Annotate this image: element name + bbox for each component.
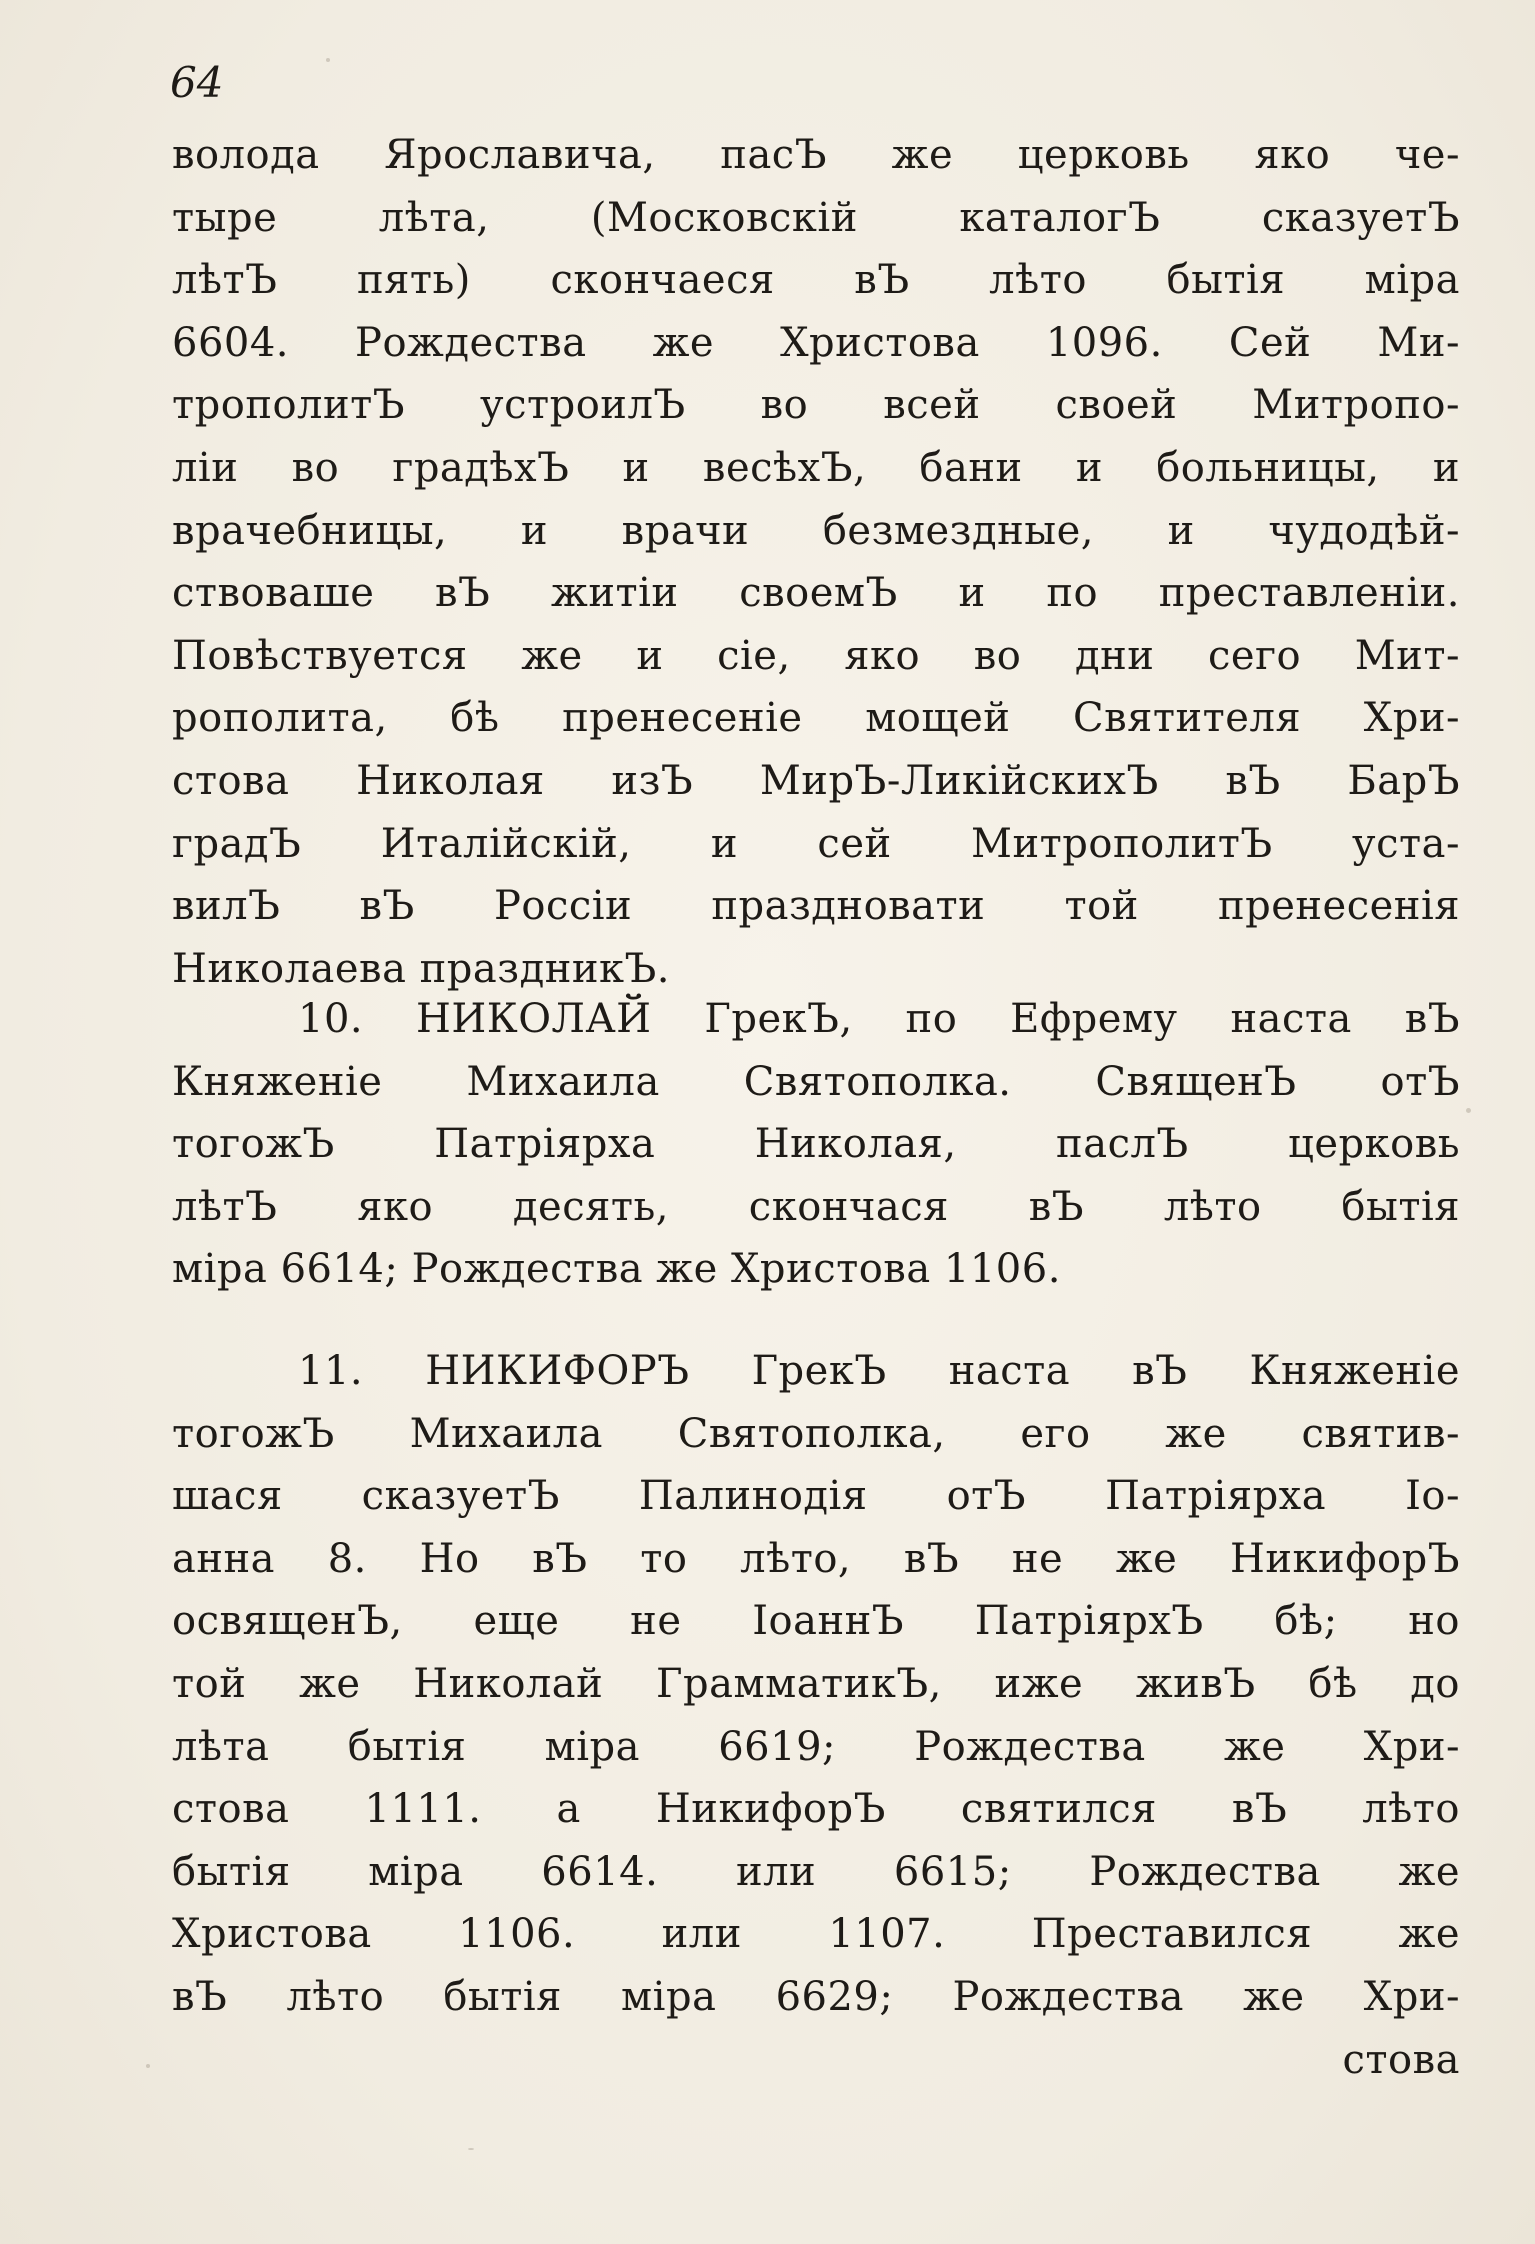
text-line: міра 6614; Рождества же Христова 1106. <box>172 1246 1061 1293</box>
text-line: вилЪ вЪ Россіи праздновати той пренесенія <box>172 883 1460 930</box>
text-line: тогожЪ Михаила Святополка, его же святив- <box>172 1410 1460 1457</box>
paper-speck <box>326 58 330 62</box>
text-line: 6604. Рождества же Христова 1096. Сей Ми- <box>172 319 1460 366</box>
paper-speck <box>468 2148 474 2150</box>
text-line: стова Николая изЪ МирЪ-ЛикійскихЪ вЪ БарЪ <box>172 757 1460 804</box>
text-line: ліи во градѣхЪ и весѣхЪ, бани и больницы, и <box>172 444 1460 491</box>
paragraph-3 <box>172 1340 1460 2091</box>
text-line: той же Николай ГрамматикЪ, иже живЪ бѣ до <box>172 1660 1460 1707</box>
text-line: рополита, бѣ пренесеніе мощей Святителя Хри- <box>172 695 1460 742</box>
text-line: Николаева праздникЪ. <box>172 945 671 992</box>
text-line: бытія міра 6614. или 6615; Рождества же <box>172 1848 1460 1895</box>
text-line: лѣта бытія міра 6619; Рождества же Хри- <box>172 1723 1460 1770</box>
text-line: 10. НИКОЛАЙ ГрекЪ, по Ефрему наста вЪ <box>298 996 1460 1042</box>
text-line: Повѣствуется же и сіе, яко во дни сего Мит- <box>172 632 1460 679</box>
text-line: врачебницы, и врачи безмездные, и чудодѣй- <box>172 507 1460 554</box>
text-line: стова 1111. а НикифорЪ святился вЪ лѣто <box>172 1786 1460 1833</box>
catchword: стова <box>1342 2036 1460 2083</box>
paragraph-1 <box>172 124 1460 1000</box>
paper-speck <box>1466 1108 1471 1113</box>
text-line: трополитЪ устроилЪ во всей своей Митропо- <box>172 382 1460 429</box>
text-line: ствоваше вЪ житіи своемЪ и по преставленіи. <box>172 570 1460 617</box>
text-line: градЪ Италійскій, и сей МитрополитЪ уста- <box>172 820 1460 867</box>
text-line: лѣтЪ пять) скончаеся вЪ лѣто бытія міра <box>172 257 1460 304</box>
text-line: вЪ лѣто бытія міра 6629; Рождества же Хри- <box>172 1973 1460 2020</box>
text-line: анна 8. Но вЪ то лѣто, вЪ не же НикифорЪ <box>172 1535 1460 1582</box>
page-number: 64 <box>170 58 224 107</box>
text-line: Христова 1106. или 1107. Преставился же <box>172 1911 1460 1958</box>
text-line: освященЪ, еще не ІоаннЪ ПатріярхЪ бѣ; но <box>172 1598 1460 1645</box>
text-line: волода Ярославича, пасЪ же церковь яко че- <box>172 132 1460 178</box>
text-line: 11. НИКИФОРЪ ГрекЪ наста вЪ Княженіе <box>298 1348 1460 1394</box>
text-line: Княженіе Михаила Святополка. СвященЪ отЪ <box>172 1058 1460 1105</box>
text-line: тогожЪ Патріярха Николая, паслЪ церковь <box>172 1121 1460 1168</box>
text-line: шася сказуетЪ Палинодія отЪ Патріярха Іо- <box>172 1473 1460 1520</box>
paragraph-2 <box>172 988 1460 1301</box>
text-line: лѣтЪ яко десять, скончася вЪ лѣто бытія <box>172 1183 1460 1230</box>
text-line: тыре лѣта, (Московскій каталогЪ сказуетЪ <box>172 194 1460 241</box>
paper-speck <box>146 2064 150 2068</box>
